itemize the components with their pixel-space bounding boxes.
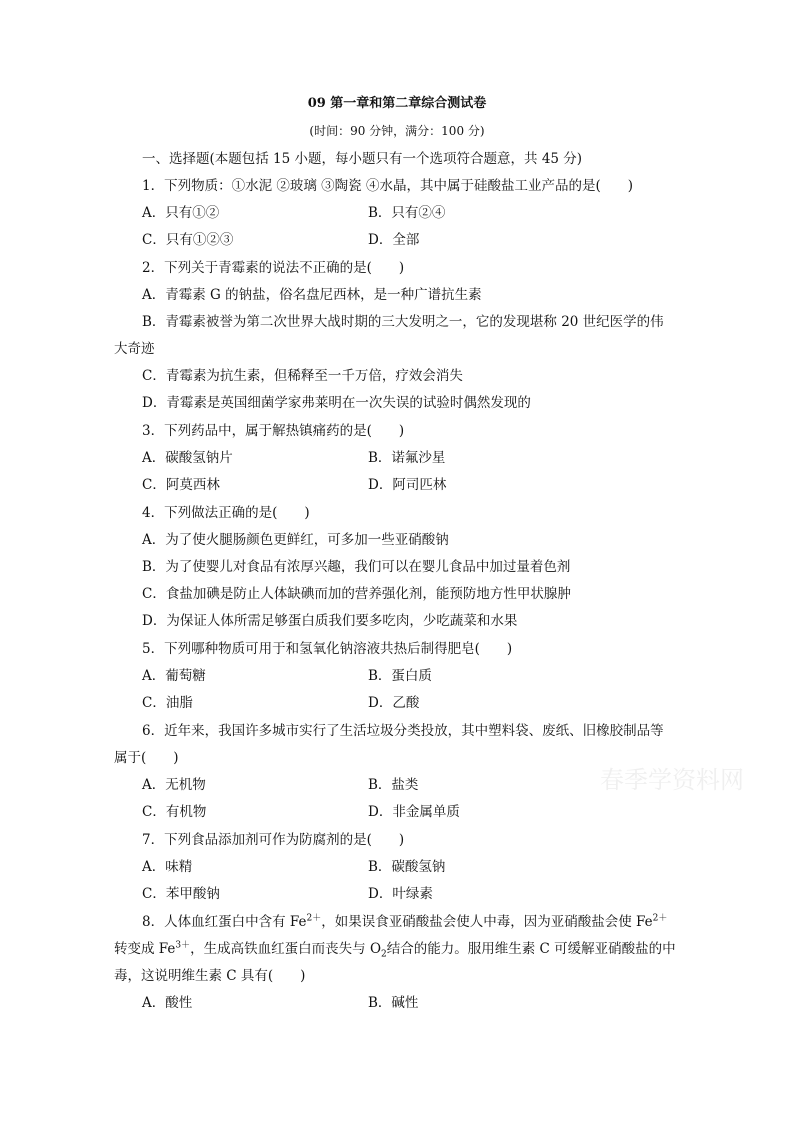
question-3-stem: 3．下列药品中，属于解热镇痛药的是( ): [142, 423, 405, 439]
question-8-option-a: A．酸性: [142, 995, 193, 1011]
question-1-option-d: D．全部: [368, 232, 420, 248]
question-1-option-c: C．只有①②③: [142, 232, 234, 248]
question-2-stem: 2．下列关于青霉素的说法不正确的是( ): [142, 260, 405, 276]
watermark: 春季学资料网: [600, 767, 744, 794]
question-7-option-c: C．苯甲酸钠: [142, 886, 220, 902]
charge-superscript: 3＋: [175, 940, 191, 951]
question-2-option-d: D．青霉素是英国细菌学家弗莱明在一次失误的试验时偶然发现的: [142, 395, 531, 411]
question-2-option-b-cont: 大奇迹: [114, 341, 155, 357]
question-6-option-c: C．有机物: [142, 804, 207, 820]
question-8-option-b: B．碱性: [368, 995, 419, 1011]
question-8-stem-cont: [114, 939, 676, 959]
question-8-stem-end: 毒，这说明维生素 C 具有( ): [114, 968, 306, 984]
question-1-option-b: B．只有②④: [368, 205, 446, 221]
question-7-stem: 7．下列食品添加剂可作为防腐剂的是( ): [142, 832, 405, 848]
question-3-option-a: A．碳酸氢钠片: [142, 450, 233, 466]
q8-text: 8．人体血红蛋白中含有 Fe: [142, 914, 307, 930]
question-4-option-c: C．食盐加碘是防止人体缺碘而加的营养强化剂，能预防地方性甲状腺肿: [142, 586, 571, 602]
section-heading: 一、选择题(本题包括 15 小题，每小题只有一个选项符合题意，共 45 分): [142, 151, 583, 167]
question-7-option-a: A．味精: [142, 859, 193, 875]
question-4-option-a: A．为了使火腿肠颜色更鲜红，可多加一些亚硝酸钠: [142, 532, 449, 548]
q8-text: ，如果误食亚硝酸盐会使人中毒，因为亚硝酸盐会使 Fe: [321, 914, 653, 930]
question-7-option-b: B．碳酸氢钠: [368, 859, 446, 875]
question-2-option-a: A．青霉素 G 的钠盐，俗名盘尼西林，是一种广谱抗生素: [142, 287, 482, 303]
question-4-option-b: B．为了使婴儿对食品有浓厚兴趣，我们可以在婴儿食品中加过量着色剂: [142, 559, 571, 575]
question-8-stem: [142, 912, 667, 932]
question-3-option-c: C．阿莫西林: [142, 477, 220, 493]
question-2-option-c: C．青霉素为抗生素，但稀释至一千万倍，疗效会消失: [142, 368, 463, 384]
charge-superscript: 2＋: [652, 913, 668, 924]
question-6-stem: 6．近年来，我国许多城市实行了生活垃圾分类投放，其中塑料袋、废纸、旧橡胶制品等: [142, 723, 664, 739]
question-1-option-a: A．只有①②: [142, 205, 220, 221]
exam-info: (时间：90 分钟，满分：100 分): [309, 124, 485, 138]
question-3-option-b: B．诺氟沙星: [368, 450, 446, 466]
question-1-stem: 1．下列物质：①水泥 ②玻璃 ③陶瓷 ④水晶，其中属于硅酸盐工业产品的是( ): [142, 178, 633, 194]
q8-text: 结合的能力。服用维生素 C 可缓解亚硝酸盐的中: [386, 941, 676, 957]
question-6-option-a: A．无机物: [142, 777, 206, 793]
question-6-option-b: B．盐类: [368, 777, 419, 793]
question-5-option-d: D．乙酸: [368, 695, 420, 711]
question-4-stem: 4．下列做法正确的是( ): [142, 505, 310, 521]
question-5-option-b: B．蛋白质: [368, 668, 432, 684]
question-3-option-d: D．阿司匹林: [368, 477, 447, 493]
question-5-option-a: A．葡萄糖: [142, 668, 206, 684]
question-4-option-d: D．为保证人体所需足够蛋白质我们要多吃肉，少吃蔬菜和水果: [142, 613, 518, 629]
q8-text: 转变成 Fe: [114, 941, 176, 957]
page-title: 09 第一章和第二章综合测试卷: [307, 96, 487, 111]
question-7-option-d: D．叶绿素: [368, 886, 433, 902]
question-6-option-d: D．非金属单质: [368, 804, 460, 820]
formula-subscript: 2: [381, 949, 387, 960]
question-6-stem-cont: 属于( ): [114, 750, 179, 766]
charge-superscript: 2＋: [306, 913, 322, 924]
q8-text: ，生成高铁血红蛋白而丧失与 O: [190, 941, 382, 957]
question-5-stem: 5．下列哪种物质可用于和氢氧化钠溶液共热后制得肥皂( ): [142, 641, 513, 657]
question-2-option-b: B．青霉素被誉为第二次世界大战时期的三大发明之一，它的发现堪称 20 世纪医学的伟: [142, 314, 664, 330]
question-5-option-c: C．油脂: [142, 695, 193, 711]
